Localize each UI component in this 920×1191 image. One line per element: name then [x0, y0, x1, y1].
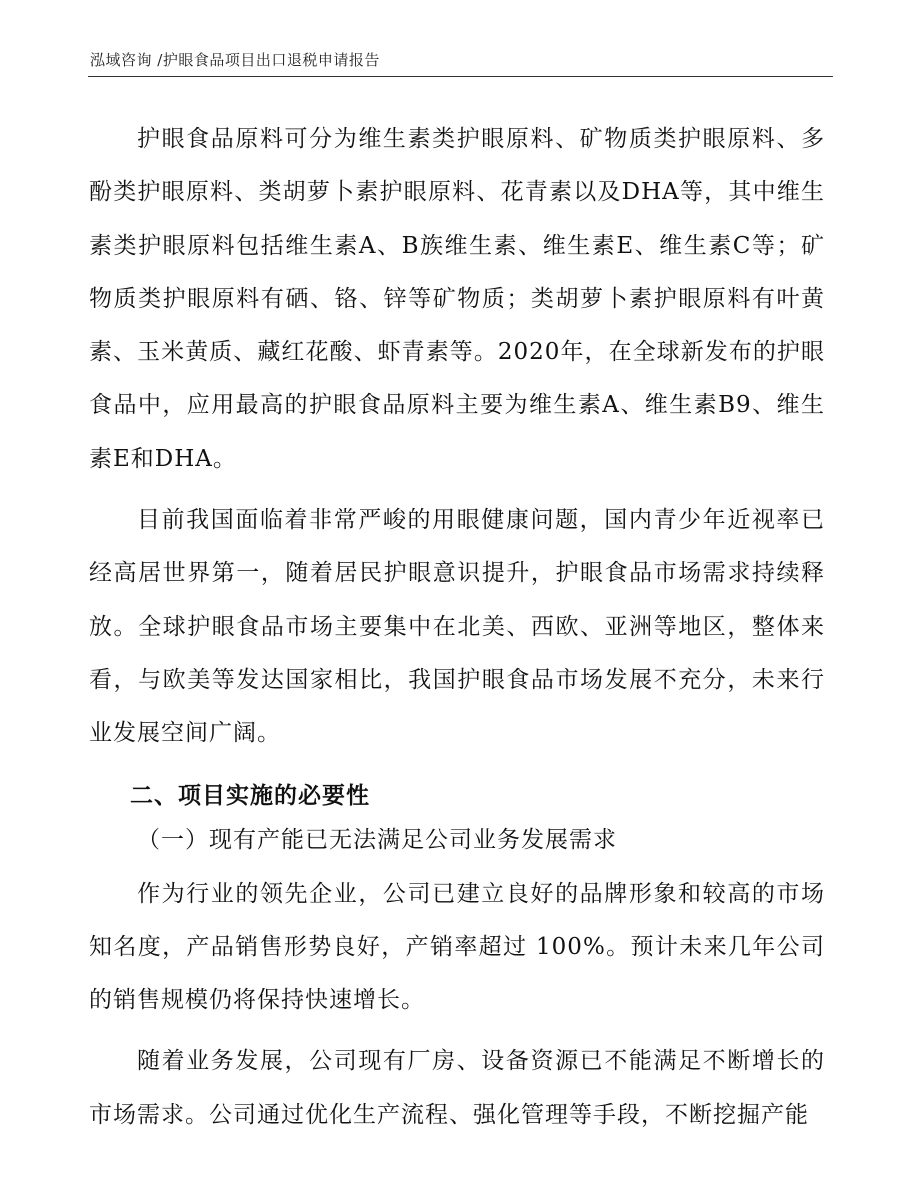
subsection-heading: （一）现有产能已无法满足公司业务发展需求 — [137, 826, 617, 853]
paragraph-eye-care-ingredients: 护眼食品原料可分为维生素类护眼原料、矿物质类护眼原料、多酚类护眼原料、类胡萝卜素护眼原料、花青素以及DHA等，其中维生素类护眼原料包括维生素A、B族维生素、维生素E、维生素C等；矿物质类护眼原料有硒、铬、锌等矿物质；类胡萝卜素护眼原料有叶黄素、玉米黄质、藏红花酸、虾青素等。2020年，在全球新发布的护眼食品中，应用最高的护眼食品原料主要为维生素A、维生素B9、维生素E和DHA。 — [89, 126, 825, 472]
paragraph-market-situation: 目前我国面临着非常严峻的用眼健康问题，国内青少年近视率已经高居世界第一，随着居民护眼意识提升，护眼食品市场需求持续释放。全球护眼食品市场主要集中在北美、西欧、亚洲等地区，整体来看，与欧美等发达国家相比，我国护眼食品市场发展不充分，未来行业发展空间广阔。 — [89, 507, 825, 747]
running-header: 泓域咨询 /护眼食品项目出口退税申请报告 — [90, 51, 380, 69]
paragraph-company-position: 作为行业的领先企业，公司已建立良好的品牌形象和较高的市场知名度，产品销售形势良好，产销率超过 100%。预计未来几年公司的销售规模仍将保持快速增长。 — [89, 880, 825, 1014]
header-divider — [88, 76, 833, 77]
section-heading: 二、项目实施的必要性 — [130, 781, 370, 809]
document-body — [89, 113, 825, 1142]
paragraph-capacity-constraint: 随着业务发展，公司现有厂房、设备资源已不能满足不断增长的市场需求。公司通过优化生产流程、强化管理等手段，不断挖掘产能 — [89, 1048, 825, 1128]
